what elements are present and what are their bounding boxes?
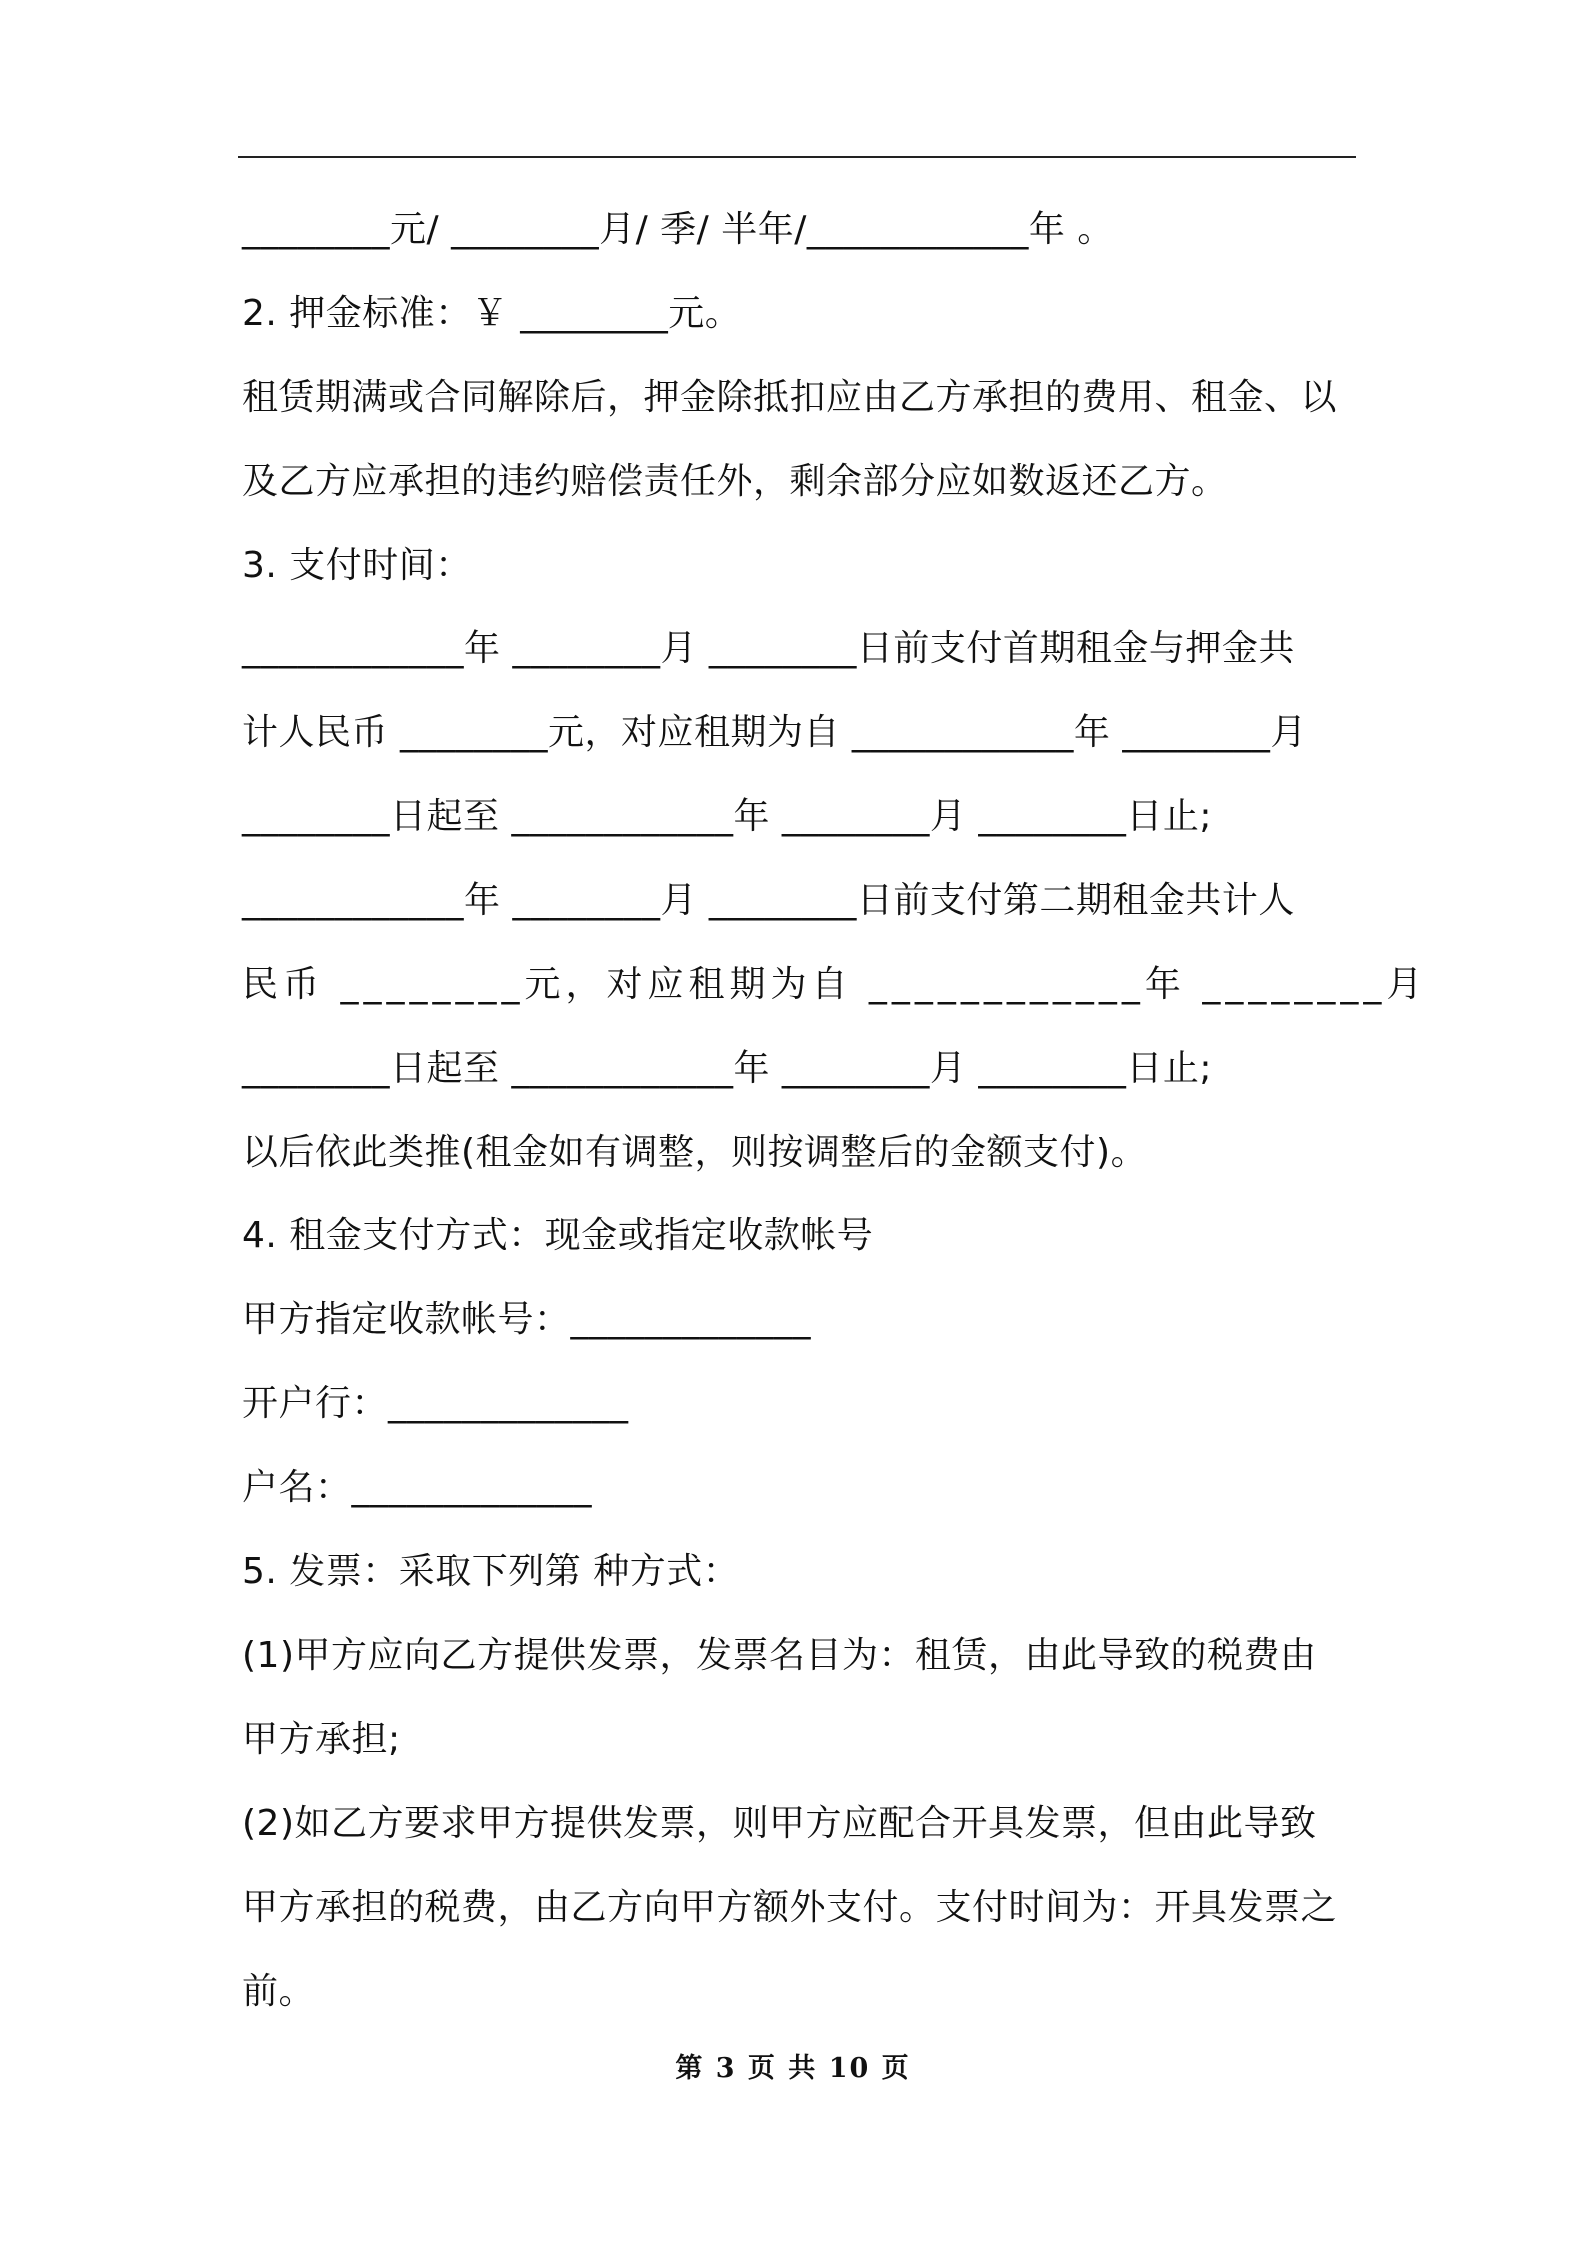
text-line-invoice-option-2a: (2)如乙方要求甲方提供发票，则甲方应配合开具发票，但由此导致 — [242, 1803, 1317, 1844]
text-line-payment-period: ________元/ ________月/ 季/ 半年/____________年 。 — [242, 209, 1114, 250]
text-line-and-so-on: 以后依此类推(租金如有调整，则按调整后的金额支付)。 — [242, 1132, 1148, 1173]
text-line-second-payment-3: ________日起至 ____________年 ________月 ________日止; — [242, 1048, 1212, 1089]
text-line-payment-method: 4. 租金支付方式：现金或指定收款帐号 — [242, 1215, 874, 1256]
text-line-payment-time-heading: 3. 支付时间： — [242, 545, 472, 586]
header-rule — [238, 156, 1356, 158]
text-line-first-payment-3: ________日起至 ____________年 ________月 ________日止; — [242, 796, 1212, 837]
text-line-invoice-option-1b: 甲方承担; — [242, 1719, 401, 1760]
text-line-invoice-option-2b: 甲方承担的税费，由乙方向甲方额外支付。支付时间为：开具发票之 — [242, 1887, 1338, 1928]
page-number: 第 3 页 共 10 页 — [675, 2053, 911, 2084]
text-line-first-payment-2: 计人民币 ________元，对应租期为自 ____________年 ________月 — [242, 712, 1307, 753]
text-line-account-number: 甲方指定收款帐号：_____________ — [242, 1299, 812, 1340]
text-line-deposit-return-1: 租赁期满或合同解除后，押金除抵扣应由乙方承担的费用、租金、以 — [242, 377, 1338, 418]
text-line-invoice-option-1a: (1)甲方应向乙方提供发票，发票名目为：租赁，由此导致的税费由 — [242, 1635, 1317, 1676]
text-line-deposit-standard: 2. 押金标准：￥ ________元。 — [242, 293, 742, 334]
text-line-account-name: 户名：_____________ — [242, 1467, 593, 1508]
text-line-second-payment-2: 民币 ________元，对应租期为自 ____________年 ________月 — [242, 964, 1428, 1005]
text-line-invoice-heading: 5. 发票：采取下列第 种方式： — [242, 1551, 740, 1592]
text-line-deposit-return-2: 及乙方应承担的违约赔偿责任外，剩余部分应如数返还乙方。 — [242, 461, 1228, 502]
text-line-bank: 开户行：_____________ — [242, 1383, 629, 1424]
text-line-second-payment-1: ____________年 ________月 ________日前支付第二期租金共计人 — [242, 880, 1295, 921]
text-line-invoice-option-2c: 前。 — [242, 1971, 316, 2012]
text-line-first-payment-1: ____________年 ________月 ________日前支付首期租金与押金共 — [242, 628, 1295, 669]
